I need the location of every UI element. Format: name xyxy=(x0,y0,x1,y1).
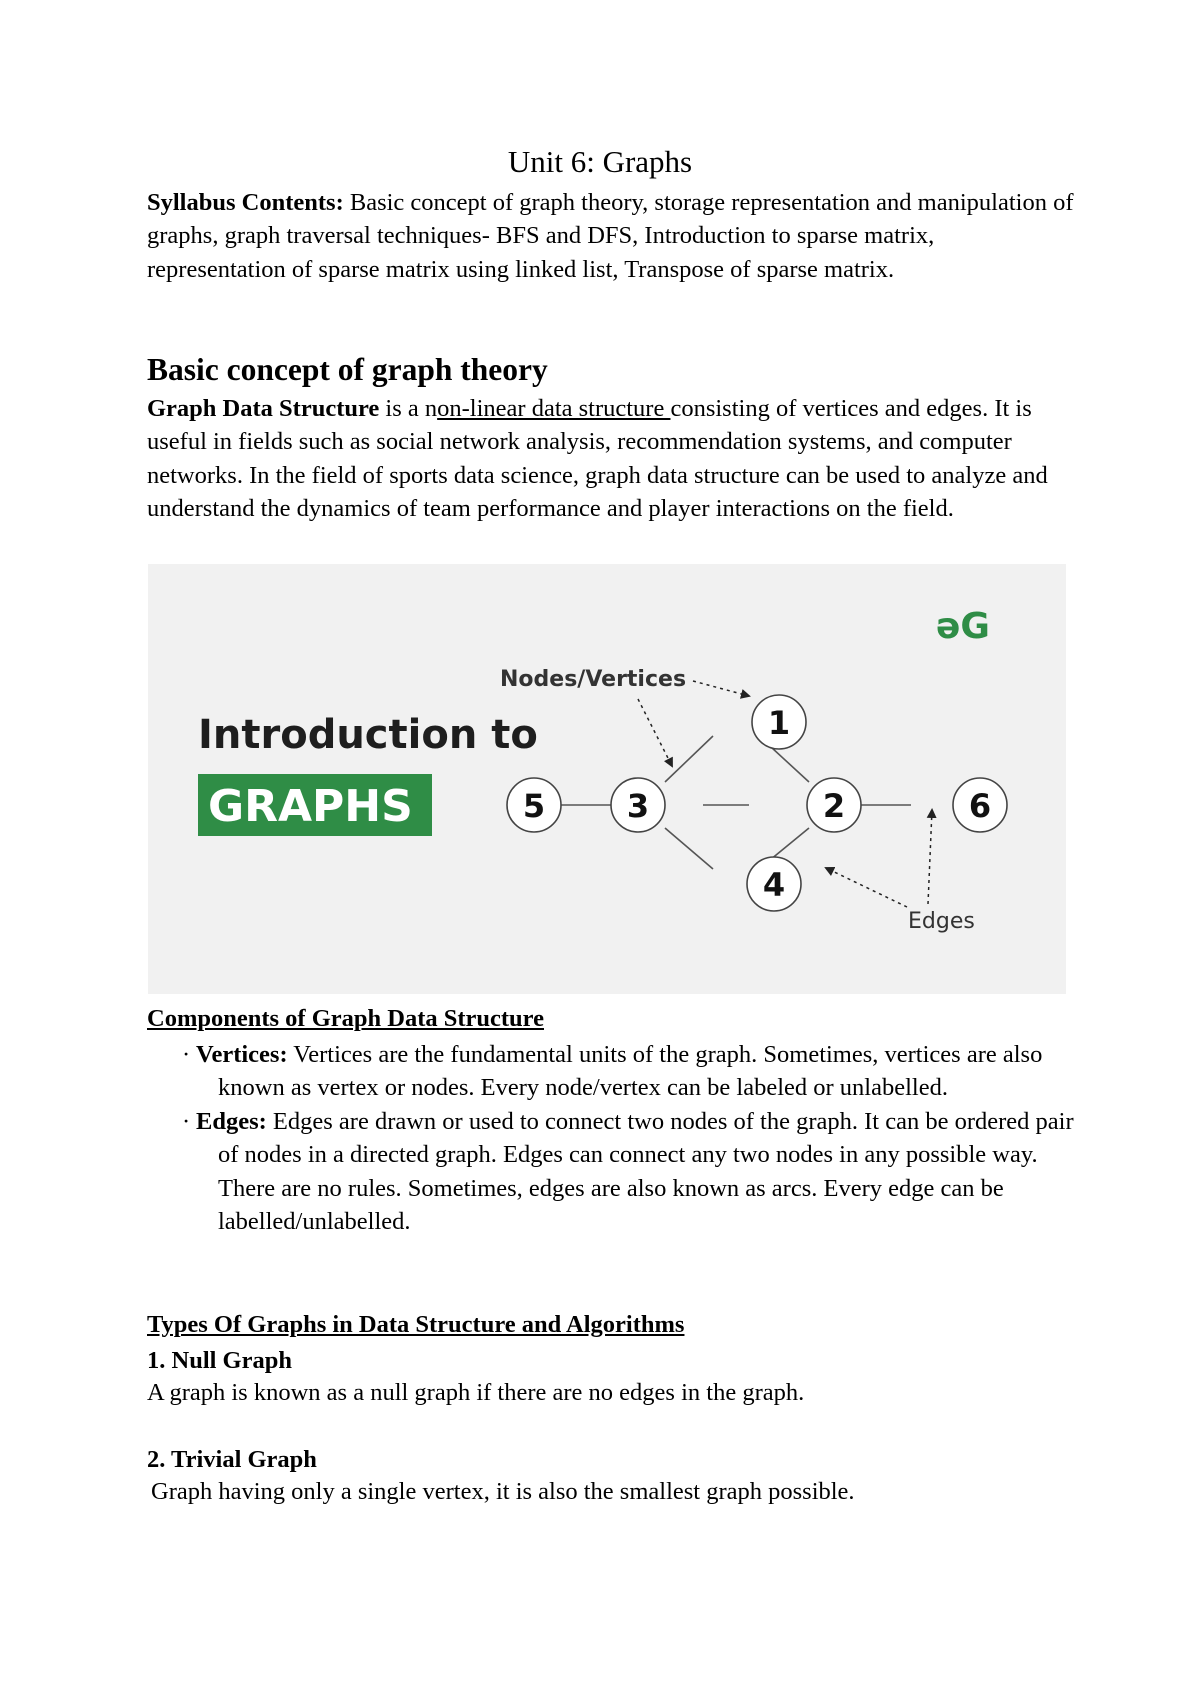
figure-title-line1: Introduction to xyxy=(198,712,538,758)
edge-3-4 xyxy=(665,828,713,869)
bullet-icon: · xyxy=(182,1041,191,1068)
unit-title: Unit 6: Graphs xyxy=(507,144,693,179)
svg-text:4: 4 xyxy=(762,866,786,904)
graph-node-5 xyxy=(507,778,561,832)
svg-text:2: 2 xyxy=(822,787,846,825)
arrow-to-edge-2-6 xyxy=(928,810,932,904)
graph-node-1 xyxy=(752,695,806,749)
svg-text:1: 1 xyxy=(767,704,791,742)
components-heading: Components of Graph Data Structure xyxy=(147,1005,544,1032)
intro-pre-link: is a n xyxy=(379,395,438,422)
arrow-to-node-1 xyxy=(693,681,749,696)
bullet-icon: · xyxy=(182,1107,191,1135)
label-edges: Edges xyxy=(908,909,975,934)
svg-text:6: 6 xyxy=(968,787,992,825)
syllabus-label: Syllabus Contents: xyxy=(147,189,344,216)
label-nodes-vertices: Nodes/Vertices xyxy=(500,667,687,692)
list-item-term: Vertices: xyxy=(196,1041,288,1068)
graph-node-3 xyxy=(611,778,665,832)
arrow-to-node-3 xyxy=(638,699,672,766)
non-linear-link[interactable]: on-linear data structure xyxy=(437,395,671,422)
components-list xyxy=(182,1038,1077,1238)
graph-intro-figure xyxy=(148,564,1066,994)
graph-nodes xyxy=(507,695,1007,911)
list-item-term: Edges: xyxy=(196,1107,267,1135)
intro-post-link: consisting of vertices and edges. It is useful in fields such as social network analysis, recommendation systems, and computer networks. In the field of sports data science, graph data structure can be used to analyze and understand the dynamics of team performance and player interactions on the field. xyxy=(147,395,1048,523)
graph-node-6 xyxy=(953,778,1007,832)
logo-icon: əG xyxy=(936,606,990,647)
svg-text:5: 5 xyxy=(522,787,546,825)
graph-illustration xyxy=(148,564,1066,994)
list-item-text: Edges are drawn or used to connect two nodes of the graph. It can be ordered pair of nodes in a directed graph. Edges can connect any two nodes in any possible way. There are no rules. Sometimes, edges are also known as arcs. Every edge can be labelled/unlabelled. xyxy=(218,1107,1074,1236)
edge-3-1 xyxy=(665,736,713,782)
null-graph-text: A graph is known as a null graph if there are no edges in the graph. xyxy=(147,1379,805,1406)
intro-bold-lead: Graph Data Structure xyxy=(147,395,380,422)
svg-text:3: 3 xyxy=(626,787,650,825)
graph-node-4 xyxy=(747,857,801,911)
types-heading: Types Of Graphs in Data Structure and Algorithms xyxy=(147,1311,685,1338)
list-item xyxy=(182,1105,1077,1239)
trivial-graph-title: 2. Trivial Graph xyxy=(147,1446,317,1473)
section-heading: Basic concept of graph theory xyxy=(147,352,548,387)
figure-title-line2: GRAPHS xyxy=(208,781,413,832)
null-graph-title: 1. Null Graph xyxy=(147,1347,292,1374)
arrow-to-edge-4-2 xyxy=(826,868,907,907)
list-item xyxy=(182,1038,1077,1105)
intro-paragraph xyxy=(147,392,1077,526)
graph-node-2 xyxy=(807,778,861,832)
syllabus-paragraph xyxy=(147,186,1077,286)
list-item-text: Vertices are the fundamental units of the graph. Sometimes, vertices are also known as vertex or nodes. Every node/vertex can be labeled or unlabelled. xyxy=(218,1041,1043,1102)
trivial-graph-text: Graph having only a single vertex, it is also the smallest graph possible. xyxy=(151,1478,855,1505)
syllabus-text: Basic concept of graph theory, storage representation and manipulation of graphs, graph traversal techniques- BFS and DFS, Introduction to sparse matrix, representation of sparse matrix using linked list, Transpose of sparse matrix. xyxy=(147,189,1074,283)
